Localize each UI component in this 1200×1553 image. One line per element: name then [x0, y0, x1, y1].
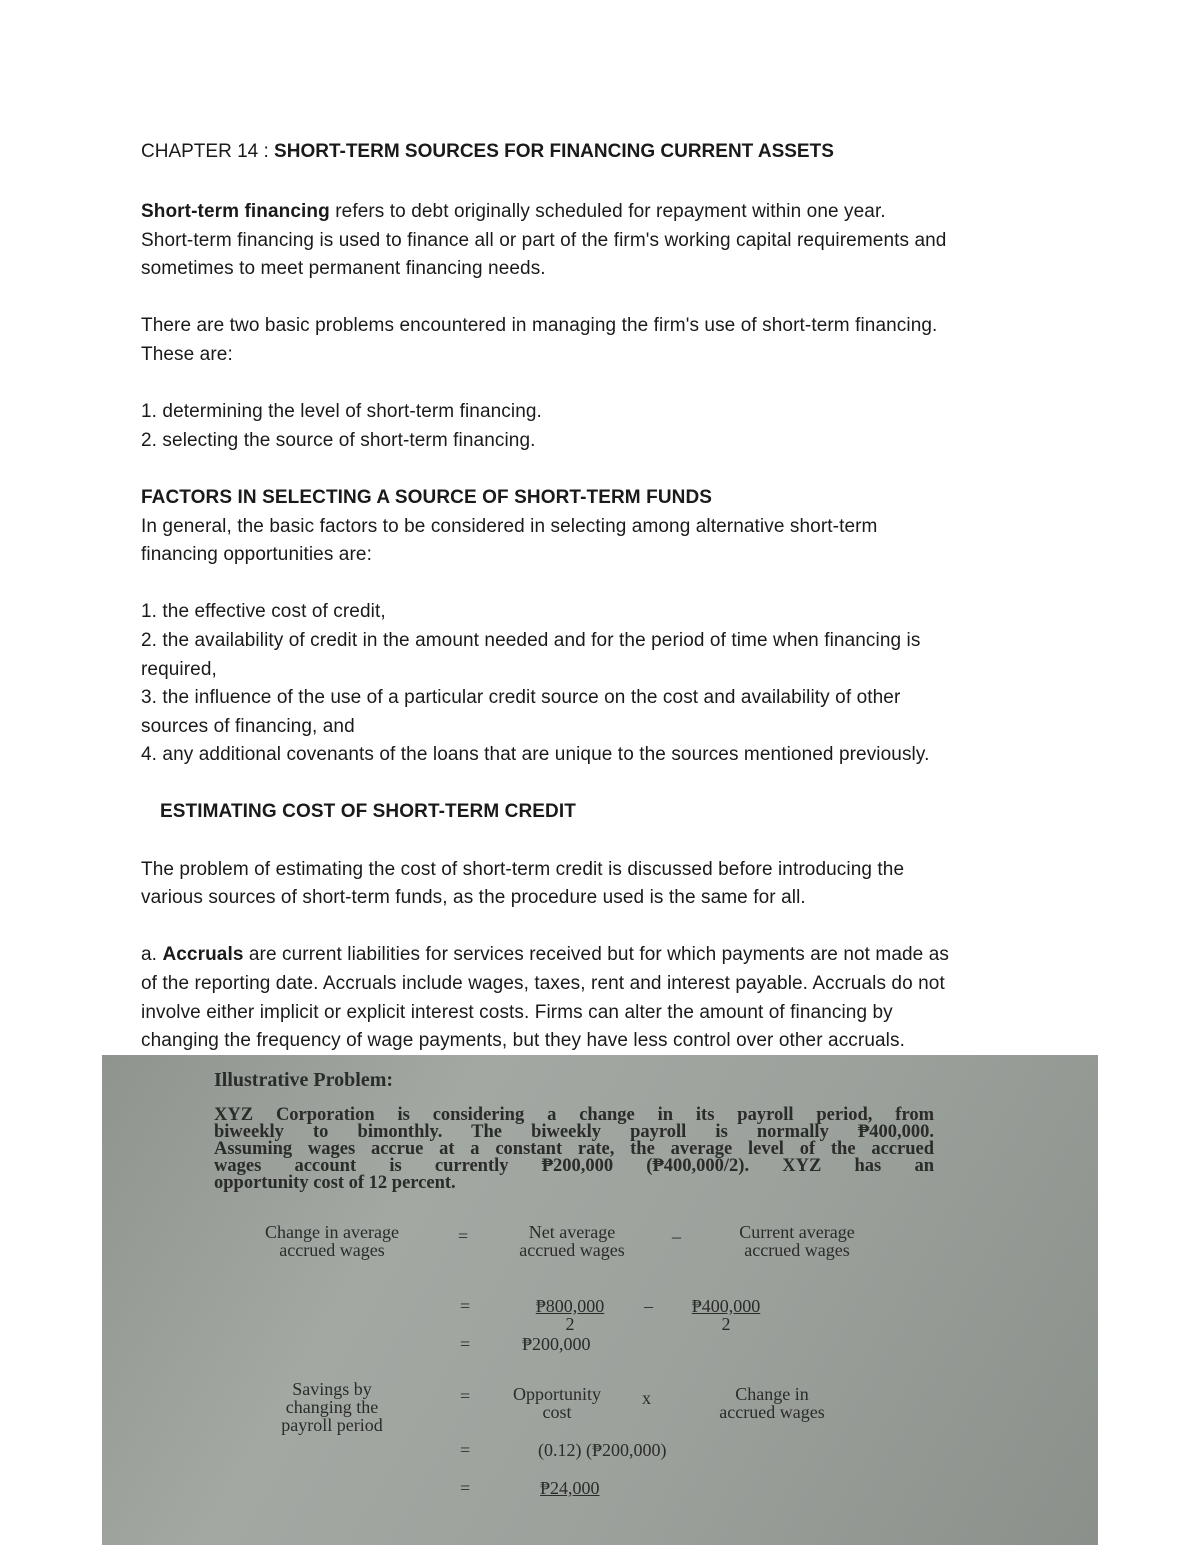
equals-sign: = — [460, 1296, 471, 1316]
problems-line-2: These are: — [141, 343, 233, 365]
equals-sign: = — [460, 1478, 471, 1498]
accruals-term: Accruals — [162, 944, 244, 966]
factors-heading: FACTORS IN SELECTING A SOURCE OF SHORT-TERM FUNDS — [141, 486, 713, 508]
document-body — [141, 198, 1071, 1056]
factors-line-2: financing opportunities are: — [141, 544, 372, 566]
problems-line-1: There are two basic problems encountered in managing the firm's use of short-term financing. — [141, 315, 938, 337]
times-sign: x — [642, 1388, 651, 1408]
minus-sign: – — [644, 1296, 653, 1316]
estimating-line-1: The problem of estimating the cost of short-term credit is discussed before introducing the — [141, 858, 905, 880]
minus-sign: _ — [672, 1220, 681, 1240]
opportunity-cost-label: Opportunity cost — [513, 1384, 601, 1422]
product-expression: (0.12) (₱200,000) — [538, 1440, 667, 1460]
illustrative-problem-photo — [102, 1055, 1098, 1545]
list-item: 1. determining the level of short-term financing. — [141, 401, 542, 423]
intro-line-3: sometimes to meet permanent financing needs. — [141, 258, 546, 280]
savings-value: ₱24,000 — [540, 1478, 600, 1498]
list-item: required, — [141, 658, 217, 680]
intro-line-1: Short-term financing refers to debt originally scheduled for repayment within one year. — [141, 201, 886, 222]
intro-term: Short-term financing — [141, 201, 330, 222]
list-item: 1. the effective cost of credit, — [141, 601, 386, 623]
equals-sign: = — [458, 1226, 469, 1246]
chapter-prefix: CHAPTER 14 : — [141, 141, 275, 162]
accruals-line-1: a. Accruals are current liabilities for services received but for which payments are not made as — [141, 944, 949, 966]
fraction-2: ₱400,000 2 — [691, 1296, 761, 1334]
equals-sign: = — [460, 1440, 471, 1460]
list-item: 3. the influence of the use of a particular credit source on the cost and availability of other — [141, 687, 901, 709]
chapter-title: SHORT-TERM SOURCES FOR FINANCING CURRENT ASSETS — [274, 141, 834, 162]
change-label: Change in accrued wages — [719, 1384, 825, 1422]
list-item: 2. the availability of credit in the amount needed and for the period of time when financing is — [141, 629, 921, 651]
list-item: 2. selecting the source of short-term financing. — [141, 429, 536, 451]
savings-label: Savings by changing the payroll period — [281, 1379, 383, 1435]
equals-sign: = — [460, 1386, 471, 1406]
fraction-1: ₱800,000 2 — [535, 1296, 605, 1334]
chapter-heading — [141, 141, 834, 163]
photo-paragraph: XYZ Corporation is considering a change in its payroll period, from biweekly to bimonthly. The biweekly payroll is normally ₱400,000. Assuming wages accrue at a constant rate, the average level of the accrued wages account is currently ₱200,000 (₱400,000/2). XYZ has an opportunity cost of 12 percent. — [214, 1105, 934, 1193]
equals-sign: = — [460, 1334, 471, 1354]
intro-line-2: Short-term financing is used to finance all or part of the firm's working capital requirements and — [141, 229, 947, 251]
estimating-heading: ESTIMATING COST OF SHORT-TERM CREDIT — [160, 801, 576, 823]
accruals-line-3: involve either implicit or explicit interest costs. Firms can alter the amount of financing by — [141, 1001, 893, 1023]
result-value: ₱200,000 — [522, 1334, 591, 1354]
formula-left-label: Change in average accrued wages — [265, 1222, 399, 1260]
list-item: 4. any additional covenants of the loans that are unique to the sources mentioned previously. — [141, 744, 930, 766]
accruals-line-4: changing the frequency of wage payments, but they have less control over other accruals. — [141, 1030, 905, 1052]
formula-mid-label: Net average accrued wages — [519, 1222, 625, 1260]
accruals-line-2: of the reporting date. Accruals include wages, taxes, rent and interest payable. Accruals do not — [141, 973, 945, 995]
estimating-line-2: various sources of short-term funds, as the procedure used is the same for all. — [141, 887, 806, 909]
factors-line-1: In general, the basic factors to be considered in selecting among alternative short-term — [141, 515, 878, 537]
formula-right-label: Current average accrued wages — [739, 1222, 855, 1260]
list-item: sources of financing, and — [141, 715, 355, 737]
photo-title: Illustrative Problem: — [214, 1069, 394, 1091]
